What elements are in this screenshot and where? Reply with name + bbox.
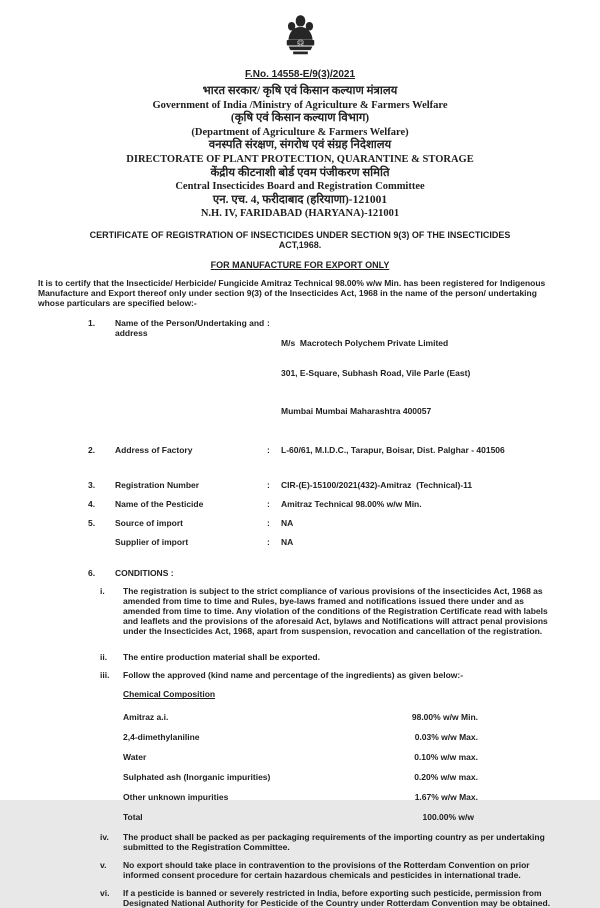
row-value: NA [281,518,294,529]
directorate-name-hindi: वनस्पति संरक्षण, संगरोध एवं संग्रह निदेशालय [208,139,392,152]
row-value: L-60/61, M.I.D.C., Tarapur, Boisar, Dist. Palghar - 401506 [281,445,505,456]
row-label: Registration Number [115,480,200,491]
colon-separator: : [267,499,270,510]
letterhead [0,85,600,221]
condition-numeral: iv. [100,832,109,843]
ingredient-name: Total [123,812,143,823]
file-number: F.No. 14558-E/9(3)/2021 [244,69,356,80]
condition-numeral: iii. [100,670,110,681]
ingredient-name: Water [123,752,147,763]
condition-text: Follow the approved (kind name and percentage of the ingredients) as given below:- [123,670,464,681]
particular-row-source-of-import [88,518,562,528]
ingredient-name: Sulphated ash (Inorganic impurities) [123,772,271,783]
ministry-name-hindi: भारत सरकार/ कृषि एवं किसान कल्याण मंत्रालय [202,85,398,97]
national-emblem-of-india-icon [284,13,317,57]
chem-row-water [123,752,478,762]
condition-numeral: i. [100,586,105,597]
colon-separator: : [267,480,270,491]
condition-numeral: v. [100,860,107,871]
committee-name-english: Central Insecticides Board and Registration Committee [175,181,425,193]
ingredient-name: Other unknown impurities [123,792,229,803]
directorate-name-english: DIRECTORATE OF PLANT PROTECTION, QUARANTINE & STORAGE [126,153,474,165]
chem-row-amitraz [123,712,478,722]
row-number: 3. [88,480,96,491]
row-number: 2. [88,445,96,456]
certificate-subtitle: FOR MANUFACTURE FOR EXPORT ONLY [210,259,390,270]
section-label: CONDITIONS : [115,568,174,579]
row-label: Name of the Pesticide [115,499,204,510]
colon-separator: : [267,518,270,529]
spacer [0,556,600,568]
ingredient-name: 2,4-dimethylaniline [123,732,200,743]
applicant-address-line: 301, E-Square, Subhash Road, Vile Parle (East) [281,368,471,379]
applicant-name: M/s Macrotech Polychem Private Limited [281,338,449,349]
chem-row-total [123,812,478,822]
ingredient-value: 0.03% w/w Max. [414,732,478,743]
ministry-name-english: Government of India /Ministry of Agriculture & Farmers Welfare [152,99,448,111]
condition-item-vi [100,888,560,908]
applicant-city-line: Mumbai Mumbai Maharashtra 400057 [281,406,432,417]
department-name-english: (Department of Agriculture & Farmers Welfare) [191,126,409,138]
ingredient-name: Amitraz a.i. [123,712,169,723]
section-number: 6. [88,568,96,579]
row-label: Address of Factory [115,445,193,456]
spacer [88,464,562,480]
condition-item-v [100,860,560,880]
conditions-heading [88,568,562,578]
row-value: CIR-(E)-15100/2021(432)-Amitraz (Technical)-11 [281,480,473,491]
certificate-title: CERTIFICATE OF REGISTRATION OF INSECTICIDES UNDER SECTION 9(3) OF THE INSECTICIDES ACT,1968. [89,229,511,251]
chemical-composition-heading: Chemical Composition [123,689,216,700]
committee-name-hindi: केंद्रीय कीटनाशी बोर्ड एवम पंजीकरण समिति [210,166,390,179]
particular-row-supplier-of-import [88,537,562,547]
condition-text: No export should take place in contravention to the provisions of the Rotterdam Convention on prior informed consent procedure for certain hazardous chemicals and pesticides in international trade. [123,860,530,881]
particular-row-factory-address [88,445,562,455]
condition-item-i [100,586,560,636]
address-english: N.H. IV, FARIDABAD (HARYANA)-121001 [200,208,400,220]
ingredient-value: 1.67% w/w Max. [414,792,478,803]
ingredient-value: 0.20% w/w max. [414,772,478,783]
chem-row-dimethylaniline [123,732,478,742]
condition-text: The registration is subject to the strict compliance of various provisions of the insecticides Act, 1968 as amended from time to time and Rules, bye-laws framed and notifications issued there under and as amended from time to time. Any violation of the conditions of the Registration Certificate read with labels and leaflets and the provisions of the aforesaid Act, bylaws and Notifications will attract penal provisions under the Insecticides Act, 1968, apart from suspension, revocation and cancellation of the registration. [123,586,548,637]
row-number: 4. [88,499,96,510]
row-number: 1. [88,318,96,329]
row-value: Amitraz Technical 98.00% w/w Min. [281,499,422,510]
row-value: NA [281,537,294,548]
ingredient-value: 0.10% w/w max. [414,752,478,763]
ingredient-value: 98.00% w/w Min. [411,712,478,723]
particular-row-registration-number [88,480,562,490]
condition-text: The product shall be packed as per packaging requirements of the importing country as per undertaking submitted to the Registration Committee. [123,832,545,853]
colon-separator: : [267,445,270,456]
condition-text: If a pesticide is banned or severely restricted in India, before exporting such pesticide, permission from Designated National Authority for Pesticide of the Country under Rotterdam Convention may be obtained. [123,888,551,908]
colon-separator: : [267,537,270,548]
chem-row-sulphated-ash [123,772,478,782]
ingredient-value: 100.00% w/w [422,812,474,823]
row-value [281,318,562,436]
department-name-hindi: (कृषि एवं किसान कल्याण विभाग) [230,112,370,125]
row-label: Supplier of import [115,537,189,548]
address-hindi: एन. एच. 4, फरीदाबाद (हरियाणा)-121001 [212,193,388,206]
particular-row-pesticide-name [88,499,562,509]
colon-separator: : [267,318,270,329]
particulars-list [88,318,562,547]
condition-numeral: vi. [100,888,110,899]
row-label: Name of the Person/Undertaking and address [115,318,265,339]
condition-numeral: ii. [100,652,108,663]
emblem-container [0,0,600,62]
row-label: Source of import [115,518,184,529]
condition-item-ii [100,652,560,662]
chem-row-other-impurities [123,792,478,802]
particular-row-name-address [88,318,562,436]
row-number: 5. [88,518,96,529]
condition-text: The entire production material shall be exported. [123,652,320,663]
condition-item-iv [100,832,560,852]
certification-statement: It is to certify that the Insecticide/ Herbicide/ Fungicide Amitraz Technical 98.00% w/w Min. has been registered for Indigenous Manufacture and Export thereof only under section 9(3) of the Insecticides Act, 1968 in the name of the person/ undertaking whose particulars are specified below:- [38,277,546,308]
chemical-composition-table [123,689,478,822]
condition-item-iii [100,670,560,680]
